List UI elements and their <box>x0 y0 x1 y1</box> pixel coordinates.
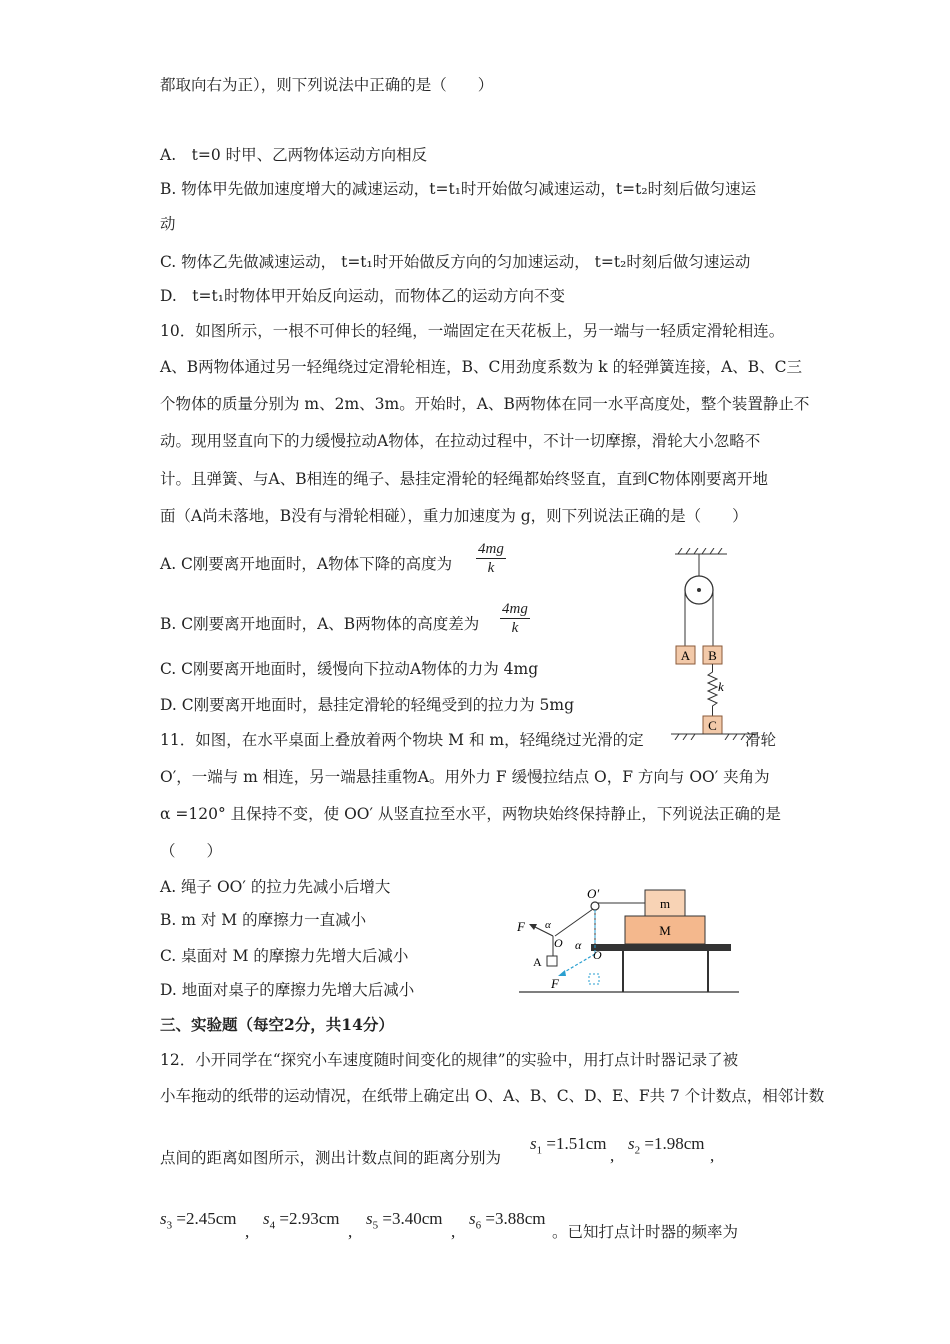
q12-s4-value: 2.93cm <box>288 1209 340 1228</box>
section-3-title: 三、实验题（每空2分，共14分） <box>160 1015 394 1034</box>
force-f-lower-arrowhead <box>558 970 566 976</box>
block-big-M-label: M <box>659 923 671 938</box>
q9-stem-tail: 都取向右为正），则下列说法中正确的是（ ） <box>160 76 494 94</box>
q9-option-b-cont: 动 <box>160 215 176 233</box>
q11-option-b: B. m 对 M 的摩擦力一直减小 <box>160 911 367 929</box>
q10-stem-line1: 10．如图所示，一根不可伸长的轻绳，一端固定在天花板上，另一端与一轻质定滑轮相连。 <box>160 322 785 340</box>
knot-o-lower-label: O <box>593 948 602 962</box>
q10-option-b-numerator: 4mg <box>502 601 528 617</box>
q11-stem-line3: α =120° 且保持不变，使 OO′ 从竖直拉至水平，两物块始终保持静止，下列说法正确的是 <box>160 805 781 823</box>
table-top <box>591 944 731 951</box>
q10-option-c: C. C刚要离开地面时，缓慢向下拉动A物体的力为 4mg <box>160 660 539 678</box>
q12-comma-1: , <box>610 1146 615 1165</box>
q12-s1: $s_1 =1.51cm$ <box>530 1134 607 1157</box>
q12-s3: $s_3 =2.45cm$ <box>160 1209 237 1232</box>
q10-option-a-numerator: 4mg <box>478 541 504 557</box>
q10-pulley-figure <box>665 548 765 740</box>
block-c-label: C <box>708 718 717 733</box>
q10-stem-line3: 个物体的质量分别为 m、2m、3m。开始时，A、B两物体在同一水平高度处，整个装置静止不 <box>160 395 810 413</box>
q10-stem-line4: 动。现用竖直向下的力缓慢拉动A物体，在拉动过程中，不计一切摩擦，滑轮大小忽略不 <box>160 432 761 450</box>
q12-stem-line1: 12．小开同学在“探究小车速度随时间变化的规律”的实验中，用打点计时器记录了被 <box>160 1051 739 1069</box>
q12-s5-value: 3.40cm <box>391 1209 443 1228</box>
q11-stem-line1-tail: 滑轮 <box>745 731 777 749</box>
q10-option-d: D. C刚要离开地面时，悬挂定滑轮的轻绳受到的拉力为 5mg <box>160 696 574 714</box>
q10-stem-line5: 计。且弹簧、与A、B相连的绳子、悬挂定滑轮的轻绳都始终竖直，直到C物体刚要离开地 <box>160 470 768 488</box>
q11-stem-line4: （ ） <box>160 842 223 860</box>
block-small-m-label: m <box>659 896 671 911</box>
weight-a-label: A <box>533 955 542 969</box>
q12-s2-value: 1.98cm <box>653 1134 705 1153</box>
q12-s2: $s_2 =1.98cm$ <box>628 1134 705 1157</box>
q12-s4: $s_4 =2.93cm$ <box>263 1209 340 1232</box>
block-a-label: A <box>680 648 691 663</box>
q10-option-a: A. C刚要离开地面时，A物体下降的高度为 <box>160 555 453 573</box>
q10-stem-line6: 面（A尚未落地，B没有与滑轮相碰），重力加速度为 g，则下列说法正确的是（ ） <box>160 507 748 525</box>
pulley-axle <box>697 588 701 592</box>
q12-s5: $s_5 =3.40cm$ <box>366 1209 443 1232</box>
q10-option-b-fraction <box>500 600 530 637</box>
q11-option-c: C. 桌面对 M 的摩擦力先增大后减小 <box>160 947 409 965</box>
force-f-lower-label: F <box>551 976 559 991</box>
knot-o-upper-label: O <box>554 936 563 950</box>
spring <box>708 664 717 716</box>
q10-option-a-fraction <box>476 540 506 577</box>
q10-stem-line2: A、B两物体通过另一轻绳绕过定滑轮相连，B、C用劲度系数为 k 的轻弹簧连接，A、B、C三 <box>160 358 803 376</box>
q9-option-c: C. 物体乙先做减速运动， t=t₁时开始做反方向的匀加速运动， t=t₂时刻后做匀速运动 <box>160 253 751 271</box>
spring-k-label: k <box>718 679 724 694</box>
q11-stem-line1: 11．如图，在水平桌面上叠放着两个物块 M 和 m，轻绳绕过光滑的定 <box>160 731 644 749</box>
q10-option-b: B. C刚要离开地面时，A、B两物体的高度差为 <box>160 615 480 633</box>
ceiling-hatch <box>675 548 727 554</box>
q12-s6: $s_6 =3.88cm$ <box>469 1209 546 1232</box>
o-prime-label: O′ <box>587 886 600 901</box>
q12-s1-value: 1.51cm <box>555 1134 607 1153</box>
q12-comma-3: , <box>245 1222 250 1241</box>
q9-option-a: A. t=0 时甲、乙两物体运动方向相反 <box>160 146 428 164</box>
q9-option-d: D. t=t₁时物体甲开始反向运动，而物体乙的运动方向不变 <box>160 287 565 305</box>
weight-a <box>547 956 557 966</box>
q11-table-figure <box>515 886 743 1002</box>
q12-s6-value: 3.88cm <box>494 1209 546 1228</box>
q12-s3-value: 2.45cm <box>185 1209 237 1228</box>
weight-dashed <box>589 974 599 984</box>
alpha-upper-label: α <box>545 919 551 931</box>
block-b-label: B <box>708 648 717 663</box>
q12-comma-2: , <box>710 1146 715 1165</box>
force-f-lower <box>561 954 595 974</box>
q12-comma-5: , <box>451 1222 456 1241</box>
q11-stem-line2: O′，一端与 m 相连，另一端悬挂重物A。用外力 F 缓慢拉结点 O，F 方向与 OO′ 夹角为 <box>160 768 770 786</box>
q10-option-a-denominator: k <box>487 560 495 576</box>
q9-option-b: B. 物体甲先做加速度增大的减速运动，t=t₁时开始做匀减速运动，t=t₂时刻后做匀速运 <box>160 180 757 198</box>
pulley-o-prime <box>591 902 599 910</box>
alpha-lower-label: α <box>575 938 582 952</box>
rope-oo-prime <box>555 909 593 936</box>
q10-option-b-denominator: k <box>511 620 519 636</box>
q12-stem-line2: 小车拖动的纸带的运动情况，在纸带上确定出 O、A、B、C、D、E、F共 7 个计数点，相邻计数 <box>160 1087 825 1105</box>
q12-stem-tail: 。已知打点计时器的频率为 <box>552 1223 739 1241</box>
q12-comma-4: , <box>348 1222 353 1241</box>
force-f-upper-label: F <box>517 919 525 934</box>
q11-option-d: D. 地面对桌子的摩擦力先增大后减小 <box>160 981 415 999</box>
q11-option-a: A. 绳子 OO′ 的拉力先减小后增大 <box>160 878 391 896</box>
q12-stem-line3: 点间的距离如图所示，测出计数点间的距离分别为 <box>160 1149 502 1167</box>
